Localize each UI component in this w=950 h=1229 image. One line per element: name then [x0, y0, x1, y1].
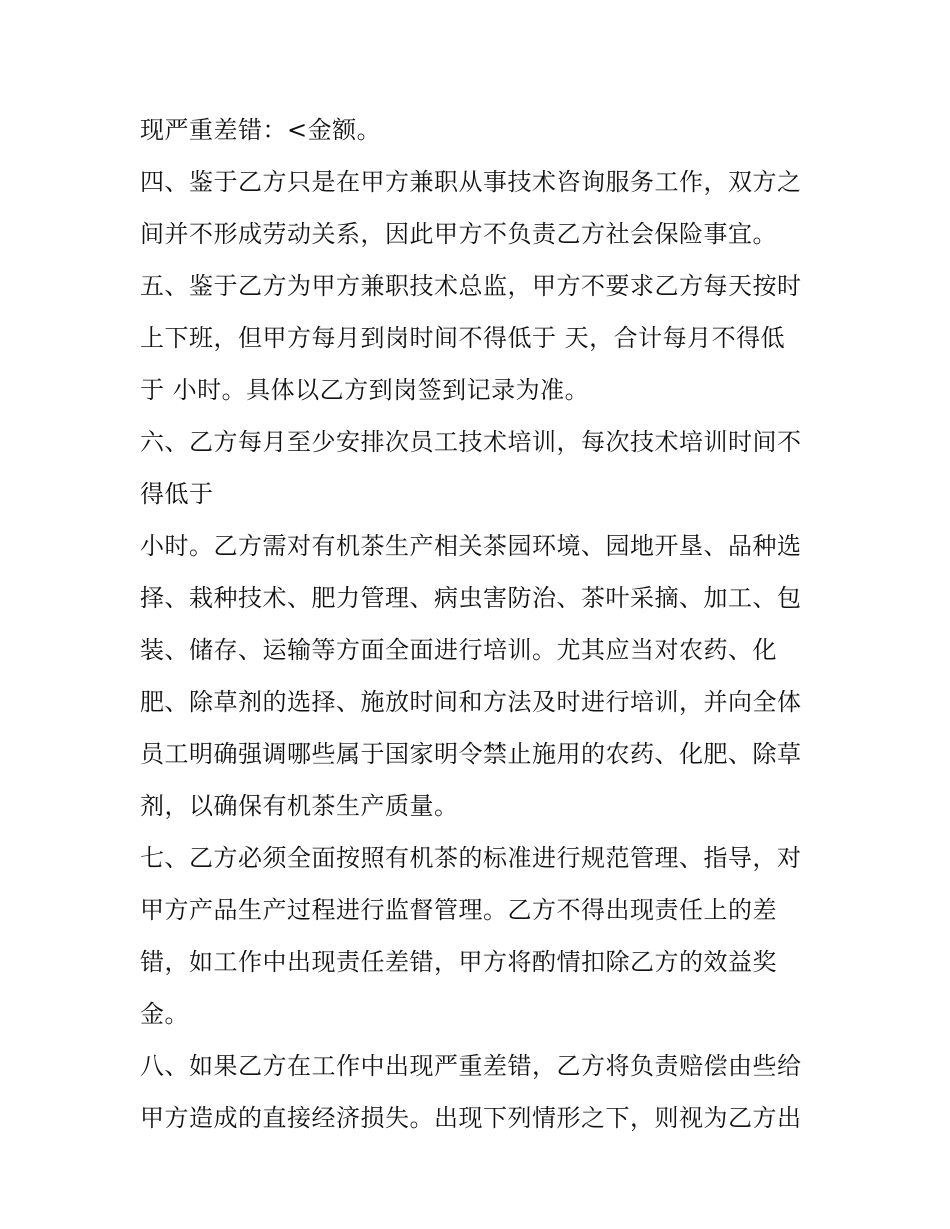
text-line: 金。 — [140, 1000, 189, 1028]
text-line: 小时。乙方需对有机茶生产相关茶园环境、园地开垦、品种选 — [140, 532, 802, 560]
text-line: 错，如工作中出现责任差错，甲方将酌情扣除乙方的效益奖 — [140, 948, 777, 976]
text-line: 甲方产品生产过程进行监督管理。乙方不得出现责任上的差 — [140, 896, 777, 924]
text-line: 肥、除草剂的选择、施放时间和方法及时进行培训，并向全体 — [140, 688, 802, 716]
text-line: 间并不形成劳动关系，因此甲方不负责乙方社会保险事宜。 — [140, 220, 777, 248]
text-line: 六、乙方每月至少安排次员工技术培训，每次技术培训时间不 — [140, 428, 802, 456]
text-line: 剂，以确保有机茶生产质量。 — [140, 792, 459, 820]
text-line: 五、鉴于乙方为甲方兼职技术总监，甲方不要求乙方每天按时 — [140, 272, 802, 300]
text-line: 员工明确强调哪些属于国家明令禁止施用的农药、化肥、除草 — [140, 740, 802, 768]
text-line: 择、栽种技术、肥力管理、病虫害防治、茶叶采摘、加工、包 — [140, 584, 802, 612]
text-line: 现严重差错：<金额。 — [140, 116, 382, 144]
text-line: 甲方造成的直接经济损失。出现下列情形之下，则视为乙方出 — [140, 1104, 802, 1132]
text-line: 八、如果乙方在工作中出现严重差错，乙方将负责赔偿由些给 — [140, 1052, 802, 1080]
text-line: 四、鉴于乙方只是在甲方兼职从事技术咨询服务工作，双方之 — [140, 168, 802, 196]
text-line: 七、乙方必须全面按照有机茶的标准进行规范管理、指导，对 — [140, 844, 802, 872]
text-line: 得低于 — [140, 480, 214, 508]
text-line: 装、储存、运输等方面全面进行培训。尤其应当对农药、化 — [140, 636, 777, 664]
text-line: 上下班，但甲方每月到岗时间不得低于 天，合计每月不得低 — [140, 324, 786, 352]
document-body — [140, 104, 830, 1144]
text-line: 于 小时。具体以乙方到岗签到记录为准。 — [140, 376, 590, 404]
